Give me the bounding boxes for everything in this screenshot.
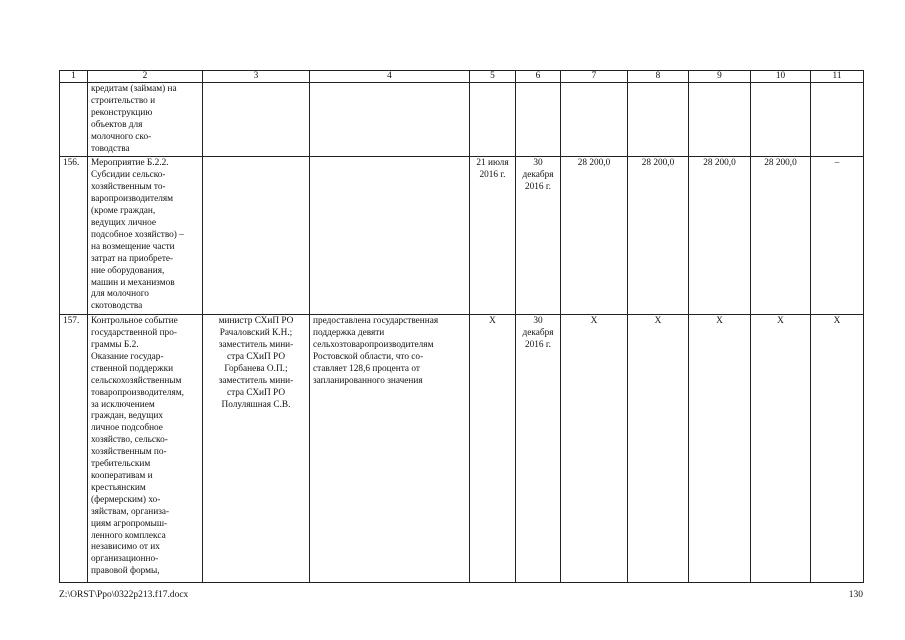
text-line: реконструкцию [91,107,153,118]
text-line: декабря [522,328,554,339]
text-line: кооперативам и [91,471,153,481]
text-line: хозяйственным по- [91,447,167,458]
table-row-156 [60,157,864,315]
text-line: на возмещение части [91,241,175,252]
cell-number: 157. [60,315,88,583]
cell-amount-8: 28 200,0 [628,157,689,315]
cell-amount-9: X [689,315,751,583]
cell-number [60,83,88,157]
cell-amount-8: X [628,315,689,583]
text-line: 30 [533,158,543,169]
col-num-3: 3 [203,71,310,83]
text-line: Мероприятие Б.2.2. [91,158,169,169]
col-num-11: 11 [811,71,864,83]
text-line: ведущих личное [91,217,156,228]
table-row-157 [60,315,864,583]
cell-amount-7: X [561,315,628,583]
text-line: граммы Б.2. [91,340,139,351]
cell-start-date [470,157,516,315]
text-line: Субсидии сельско- [91,170,166,181]
text-line: требительским [91,459,151,470]
text-line: затрат на приобрете- [91,253,174,264]
text-line: Рачаловский К.Н.; [219,328,293,339]
table-row-continuation [60,83,864,157]
cell-measure-name [88,315,203,583]
text-line: Горбанева О.П.; [224,363,288,374]
text-line: для молочного [91,289,149,300]
cell-measure-name [88,157,203,315]
text-line: товодства [91,143,130,154]
cell-amount-9: 28 200,0 [689,157,751,315]
text-line: объектов для [91,119,143,130]
text-line: сельскохозяйственным [91,375,182,386]
cell-amount-10: X [751,315,811,583]
text-line: ние оборудования, [91,265,165,276]
cell-end-date [516,315,561,583]
text-line: организационно- [91,554,159,565]
text-line: молочного ско- [91,131,152,142]
text-line: заместитель мини- [218,375,294,386]
cell-start-date: X [470,315,516,583]
text-line: варопроизводителям [91,194,174,205]
cell-measure-name [88,83,203,157]
text-line: ленного комплекса [91,530,166,541]
text-line: машин и механизмов [91,277,175,288]
col-num-5: 5 [470,71,516,83]
text-line: хозяйство, сельско- [91,435,168,446]
text-line: государственной про- [91,328,177,339]
text-line: запланированного значения [313,375,423,386]
text-line: министр СХиП РО [218,316,294,327]
col-num-8: 8 [628,71,689,83]
text-line: Ростовской области, что со- [313,351,424,362]
text-line: зяйствам, организа- [91,506,170,517]
text-line: правовой формы, [91,566,160,577]
text-line: личное подсобное [91,423,163,434]
text-line: стра СХиП РО [226,351,286,362]
text-line: Контрольное событие [91,316,178,327]
text-line: граждан, ведущих [91,411,163,422]
text-line: хозяйственным то- [91,182,166,193]
text-line: сельхозтоваропроизводителям [313,340,434,351]
text-line: (кроме граждан, [91,206,156,217]
page-number: 130 [848,590,863,600]
text-line: ставляет 128,6 процента от [313,363,420,374]
col-num-6: 6 [516,71,561,83]
cell-end-date [516,157,561,315]
cell-amount-11: – [811,157,864,315]
text-line: 21 июля [476,158,509,169]
col-num-2: 2 [88,71,203,83]
text-line: кредитам (займам) на [91,84,177,94]
col-num-10: 10 [751,71,811,83]
text-line: заместитель мини- [218,340,294,351]
col-num-4: 4 [310,71,470,83]
text-line: стра СХиП РО [226,387,286,398]
cell-amount-11: X [811,315,864,583]
cell-result [310,157,470,315]
text-line: предоставлена государственная [313,316,439,327]
text-line: за исключением [91,399,155,410]
cell-result [310,315,470,583]
text-line: 2016 г. [479,170,506,181]
column-number-row [60,71,864,83]
text-line: крестьянским [91,482,146,493]
text-line: скотоводства [91,301,143,312]
col-num-1: 1 [60,71,88,83]
text-line: товаропроизводителям, [91,387,184,398]
col-num-9: 9 [689,71,751,83]
text-line: циям агропромыш- [91,518,168,529]
text-line: поддержка девяти [313,328,385,339]
col-num-7: 7 [561,71,628,83]
text-line: строительство и [91,95,156,106]
cell-responsible [203,315,310,583]
text-line: 30 [533,316,543,327]
text-line: независимо от их [91,542,160,553]
text-line: ственной поддержки [91,363,174,374]
text-line: 2016 г. [524,182,551,193]
cell-amount-10: 28 200,0 [751,157,811,315]
program-table [59,70,864,583]
cell-number: 156. [60,157,88,315]
text-line: подсобное хозяйство) – [91,229,184,240]
file-path-footer: Z:\ORST\Ppo\0322p213.f17.docx [59,590,189,600]
text-line: 2016 г. [524,340,551,351]
cell-amount-7: 28 200,0 [561,157,628,315]
text-line: Оказание государ- [91,351,164,362]
text-line: Полуляшная С.В. [221,399,291,410]
text-line: (фермерским) хо- [91,494,161,505]
cell-responsible [203,157,310,315]
text-line: декабря [522,170,554,181]
